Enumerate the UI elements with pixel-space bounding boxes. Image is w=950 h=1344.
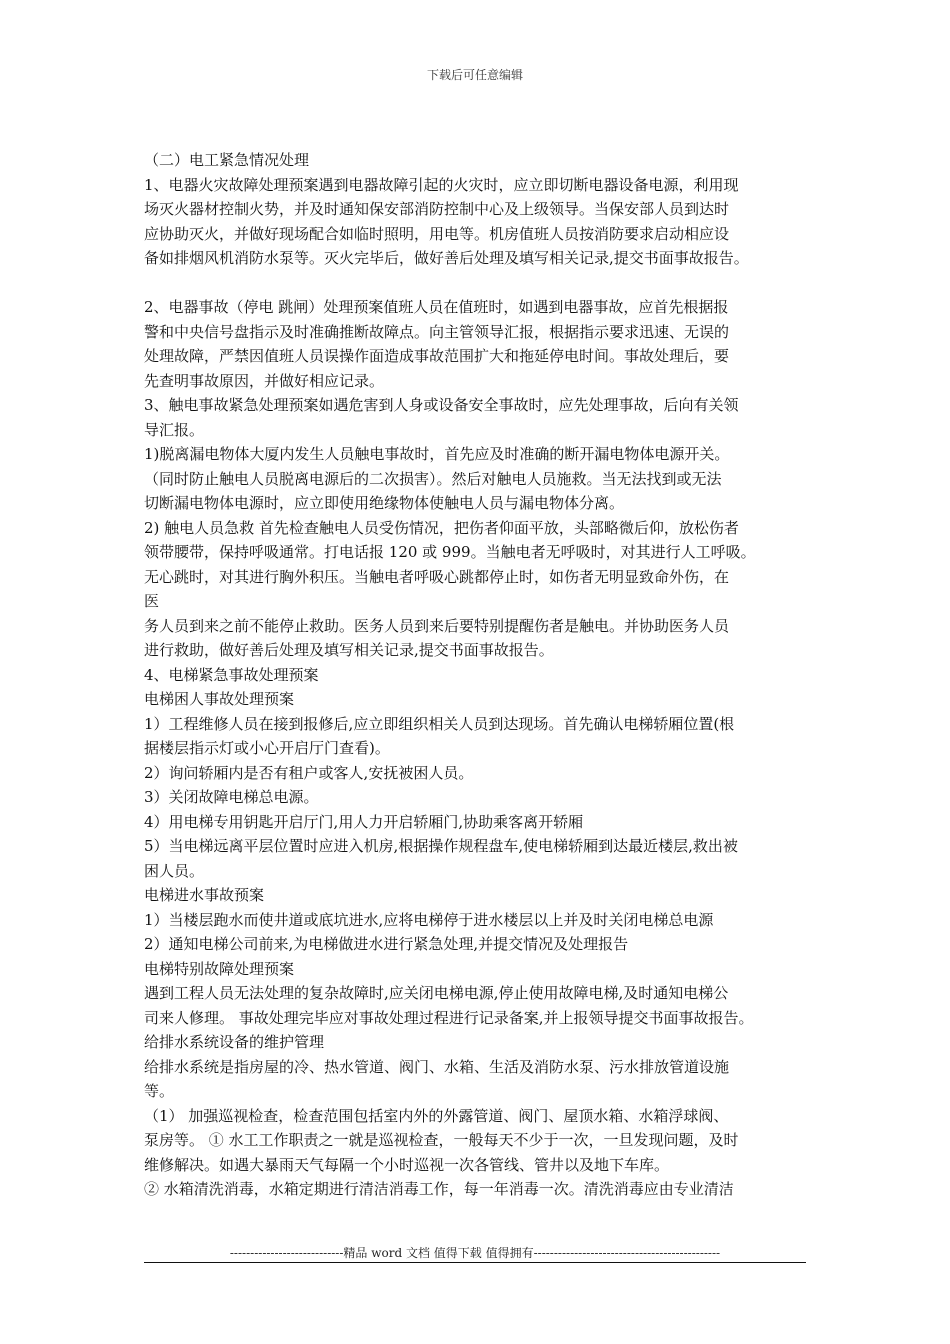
text-line: 进行救助，做好善后处理及填写相关记录,提交书面事故报告。 <box>144 641 554 659</box>
text-line: 3、触电事故紧急处理预案如遇危害到人身或设备安全事故时，应先处理事故，后向有关领 <box>144 396 739 414</box>
text-line: 遇到工程人员无法处理的复杂故障时,应关闭电梯电源,停止使用故障电梯,及时通知电梯公 <box>144 984 729 1002</box>
blank-line <box>144 271 810 296</box>
text-line: 维修解决。如遇大暴雨天气每隔一个小时巡视一次各管线、管井以及地下车库。 <box>144 1155 670 1174</box>
text-line: 3）关闭故障电梯总电源。 <box>144 788 319 806</box>
text-line: 2) 触电人员急救 首先检查触电人员受伤情况，把伤者仰面平放，头部略微后仰，放松伤者 <box>144 518 739 537</box>
text-line: 无心跳时，对其进行胸外积压。当触电者呼吸心跳都停止时，如伤者无明显致命外伤，在 <box>144 567 730 586</box>
text-line: （同时防止触电人员脱离电源后的二次损害）。然后对触电人员施救。当无法找到或无法 <box>144 469 722 488</box>
text-line: 务人员到来之前不能停止救助。医务人员到来后要特别提醒伤者是触电。并协助医务人员 <box>144 616 730 635</box>
page-header: 下载后可任意编辑 <box>426 68 523 82</box>
text-line: 给排水系统是指房屋的冷、热水管道、阀门、水箱、生活及消防水泵、污水排放管道设施 <box>144 1057 730 1076</box>
page-footer: ----------------------------精品 word 文档 值得下载 值得拥有---------------------------------------------- <box>229 1246 721 1260</box>
text-line: 2）通知电梯公司前来,为电梯做进水进行紧急处理,并提交情况及处理报告 <box>144 935 629 953</box>
text-line: 先查明事故原因，并做好相应记录。 <box>144 371 385 390</box>
text-line: 1）工程维修人员在接到报修后,应立即组织相关人员到达现场。首先确认电梯轿厢位置(根 <box>144 714 735 733</box>
document-body <box>144 148 810 1202</box>
text-line: 处理故障，严禁因值班人员误操作面造成事故范围扩大和拖延停电时间。事故处理后，要 <box>144 347 730 365</box>
text-line: 据楼层指示灯或小心开启厅门查看)。 <box>144 739 390 757</box>
text-line: （二）电工紧急情况处理 <box>144 151 310 169</box>
text-line: 应协助灭火，并做好现场配合如临时照明，用电等。机房值班人员按消防要求启动相应设 <box>144 224 730 243</box>
text-line: 电梯进水事故预案 <box>144 886 265 904</box>
text-line: 司来人修理。 事故处理完毕应对事故处理过程进行记录备案,并上报领导提交书面事故报告。 <box>144 1008 754 1027</box>
text-line: 备如排烟风机消防水泵等。灭火完毕后，做好善后处理及填写相关记录,提交书面事故报告。 <box>144 249 749 267</box>
text-line: 泵房等。 ① 水工工作职责之一就是巡视检查，一般每天不少于一次，一旦发现问题，及时 <box>144 1131 739 1149</box>
text-line: 场灭火器材控制火势，并及时通知保安部消防控制中心及上级领导。当保安部人员到达时 <box>144 200 730 218</box>
text-line: 4）用电梯专用钥匙开启厅门,用人力开启轿厢门,协助乘客离开轿厢 <box>144 812 584 831</box>
text-line: 1）当楼层跑水而使井道或底坑进水,应将电梯停于进水楼层以上并及时关闭电梯总电源 <box>144 910 714 929</box>
text-line: （1） 加强巡视检查，检查范围包括室内外的外露管道、阀门、屋顶水箱、水箱浮球阀、 <box>144 1106 729 1125</box>
text-line: 给排水系统设备的维护管理 <box>144 1033 325 1051</box>
text-line: 医 <box>144 592 160 610</box>
text-line: 切断漏电物体电源时，应立即使用绝缘物体使触电人员与漏电物体分离。 <box>144 494 625 512</box>
text-line: 导汇报。 <box>144 420 205 439</box>
text-line: 2）询问轿厢内是否有租户或客人,安抚被困人员。 <box>144 763 474 782</box>
text-line: 4、电梯紧急事故处理预案 <box>144 665 319 684</box>
text-line: 1、电器火灾故障处理预案遇到电器故障引起的火灾时，应立即切断电器设备电源，利用现 <box>144 175 739 194</box>
text-line: ② 水箱清洗消毒，水箱定期进行清洁消毒工作，每一年消毒一次。清洗消毒应由专业清洁 <box>144 1180 734 1198</box>
text-line: 领带腰带，保持呼吸通常。打电话报 120 或 999。当触电者无呼吸时，对其进行人工呼吸。 <box>144 543 756 561</box>
text-line: 困人员。 <box>144 861 205 880</box>
text-line: 5）当电梯远离平层位置时应进入机房,根据操作规程盘车,使电梯轿厢到达最近楼层,救出被 <box>144 837 738 855</box>
text-line: 电梯困人事故处理预案 <box>144 690 295 708</box>
text-line: 等。 <box>144 1082 175 1100</box>
footer-rule <box>144 1262 806 1263</box>
text-line: 1)脱离漏电物体大厦内发生人员触电事故时，首先应及时准确的断开漏电物体电源开关。 <box>144 445 730 463</box>
text-line: 2、电器事故（停电 跳闸）处理预案值班人员在值班时，如遇到电器事故，应首先根据报 <box>144 298 729 316</box>
text-line: 警和中央信号盘指示及时准确推断故障点。向主管领导汇报，根据指示要求迅速、无误的 <box>144 322 730 341</box>
text-line: 电梯特别故障处理预案 <box>144 959 295 978</box>
